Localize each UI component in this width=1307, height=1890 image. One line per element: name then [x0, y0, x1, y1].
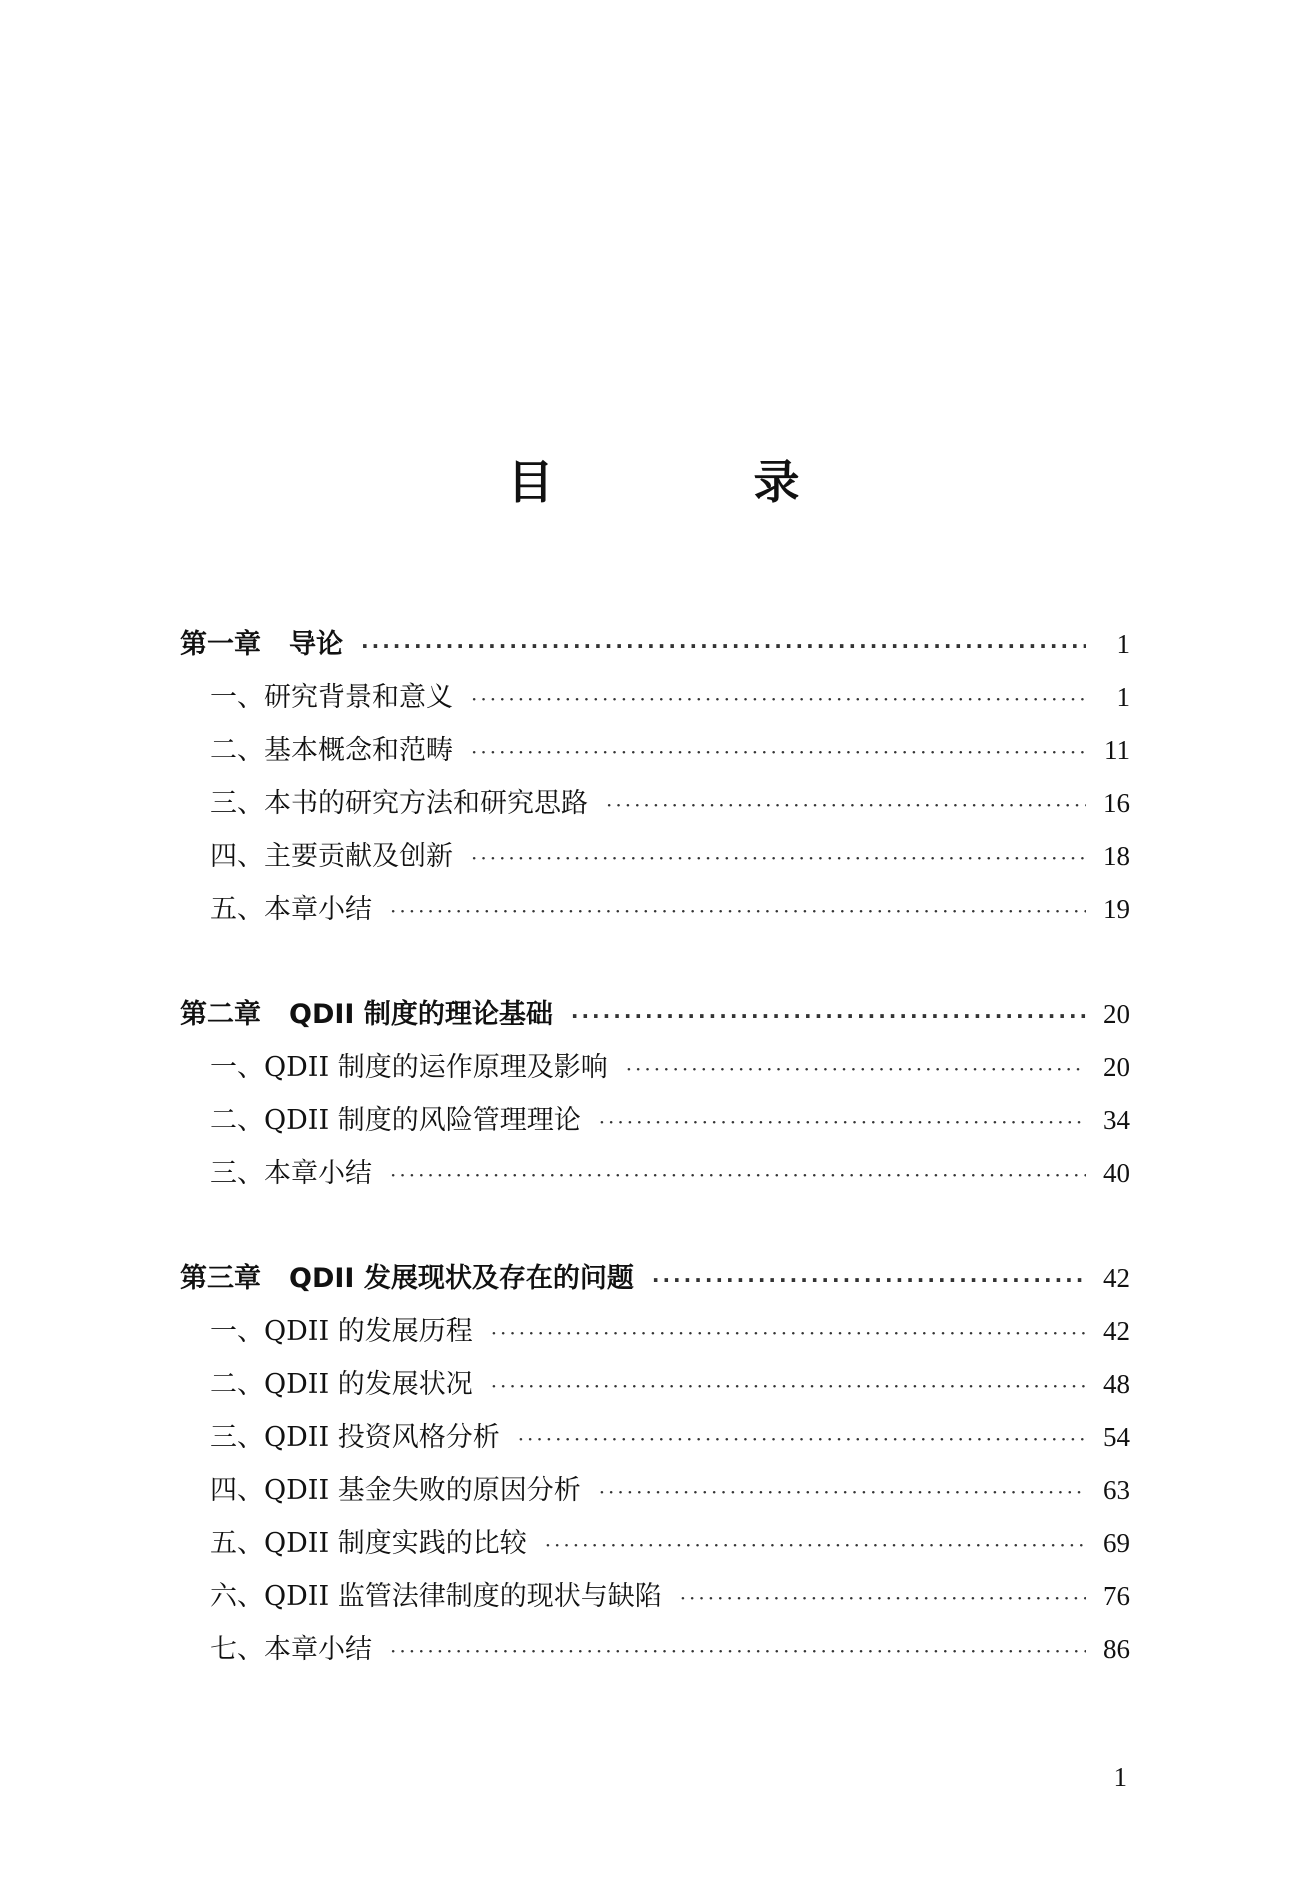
dot-leader [390, 1625, 1086, 1678]
section-title: 二、基本概念和范畴 [210, 735, 453, 766]
chapter-1 [180, 618, 1130, 936]
section-title: 四、QDII 基金失败的原因分析 [210, 1475, 581, 1506]
dot-leader [652, 1254, 1086, 1307]
page-number: 86 [1103, 1634, 1130, 1664]
page-number: 63 [1103, 1475, 1130, 1505]
toc-section-entry[interactable] [180, 1411, 1130, 1464]
page-number: 40 [1103, 1158, 1130, 1188]
dot-leader [599, 1466, 1086, 1519]
page-number: 48 [1103, 1369, 1130, 1399]
dot-leader [599, 1096, 1086, 1149]
toc-section-entry[interactable] [180, 1570, 1130, 1623]
dot-leader [626, 1043, 1086, 1096]
toc-section-entry[interactable] [180, 883, 1130, 936]
section-title: 七、本章小结 [210, 1634, 372, 1665]
dot-leader [518, 1413, 1086, 1466]
dot-leader [491, 1307, 1086, 1360]
toc-section-entry[interactable] [180, 1464, 1130, 1517]
section-title: 二、QDII 制度的风险管理理论 [210, 1105, 581, 1136]
toc-section-entry[interactable] [180, 1094, 1130, 1147]
chapter-number: 第二章 [180, 999, 261, 1030]
dot-leader [471, 832, 1086, 885]
page-number: 19 [1103, 894, 1130, 924]
dot-leader [390, 885, 1086, 938]
page-number: 1 [1116, 682, 1130, 712]
page-number: 42 [1103, 1316, 1130, 1346]
page-number: 11 [1104, 735, 1130, 765]
section-title: 一、QDII 制度的运作原理及影响 [210, 1052, 608, 1083]
footer-page-number: 1 [1113, 1762, 1127, 1792]
toc-section-entry[interactable] [180, 1041, 1130, 1094]
section-title: 三、QDII 投资风格分析 [210, 1422, 500, 1453]
toc-section-entry[interactable] [180, 830, 1130, 883]
page-number: 54 [1103, 1422, 1130, 1452]
dot-leader [680, 1572, 1086, 1625]
toc-section-entry[interactable] [180, 1305, 1130, 1358]
page-number: 34 [1103, 1105, 1130, 1135]
toc-section-entry[interactable] [180, 1358, 1130, 1411]
section-title: 二、QDII 的发展状况 [210, 1369, 473, 1400]
dot-leader [571, 990, 1086, 1043]
section-title: 三、本章小结 [210, 1158, 372, 1189]
page-number: 69 [1103, 1528, 1130, 1558]
toc-section-entry[interactable] [180, 1517, 1130, 1570]
dot-leader [390, 1149, 1086, 1202]
page-number: 20 [1103, 1052, 1130, 1082]
table-of-contents [180, 618, 1130, 1728]
toc-section-entry[interactable] [180, 671, 1130, 724]
chapter-number: 第三章 [180, 1263, 261, 1294]
dot-leader [606, 779, 1086, 832]
toc-chapter-entry[interactable] [180, 988, 1130, 1041]
toc-section-entry[interactable] [180, 777, 1130, 830]
toc-section-entry[interactable] [180, 724, 1130, 777]
chapter-2 [180, 988, 1130, 1200]
dot-leader [491, 1360, 1086, 1413]
section-title: 三、本书的研究方法和研究思路 [210, 788, 588, 819]
chapter-heading [180, 988, 571, 1041]
chapter-heading [180, 618, 361, 671]
section-title: 四、主要贡献及创新 [210, 841, 453, 872]
page-number: 76 [1103, 1581, 1130, 1611]
dot-leader [471, 673, 1086, 726]
toc-chapter-entry[interactable] [180, 1252, 1130, 1305]
page-number: 18 [1103, 841, 1130, 871]
page-number: 20 [1103, 999, 1130, 1029]
dot-leader [471, 726, 1086, 779]
section-title: 五、QDII 制度实践的比较 [210, 1528, 527, 1559]
chapter-title: QDII 发展现状及存在的问题 [289, 1263, 634, 1294]
chapter-title: 导论 [289, 629, 343, 660]
toc-section-entry[interactable] [180, 1147, 1130, 1200]
dot-leader [361, 620, 1086, 673]
chapter-number: 第一章 [180, 629, 261, 660]
page-number: 1 [1116, 629, 1130, 659]
toc-chapter-entry[interactable] [180, 618, 1130, 671]
page-title: 目 录 [507, 455, 892, 509]
chapter-3 [180, 1252, 1130, 1676]
chapter-title: QDII 制度的理论基础 [289, 999, 553, 1030]
section-title: 六、QDII 监管法律制度的现状与缺陷 [210, 1581, 662, 1612]
section-title: 一、研究背景和意义 [210, 682, 453, 713]
page-number: 16 [1103, 788, 1130, 818]
page-number: 42 [1103, 1263, 1130, 1293]
section-title: 五、本章小结 [210, 894, 372, 925]
toc-section-entry[interactable] [180, 1623, 1130, 1676]
section-title: 一、QDII 的发展历程 [210, 1316, 473, 1347]
chapter-heading [180, 1252, 652, 1305]
dot-leader [545, 1519, 1086, 1572]
